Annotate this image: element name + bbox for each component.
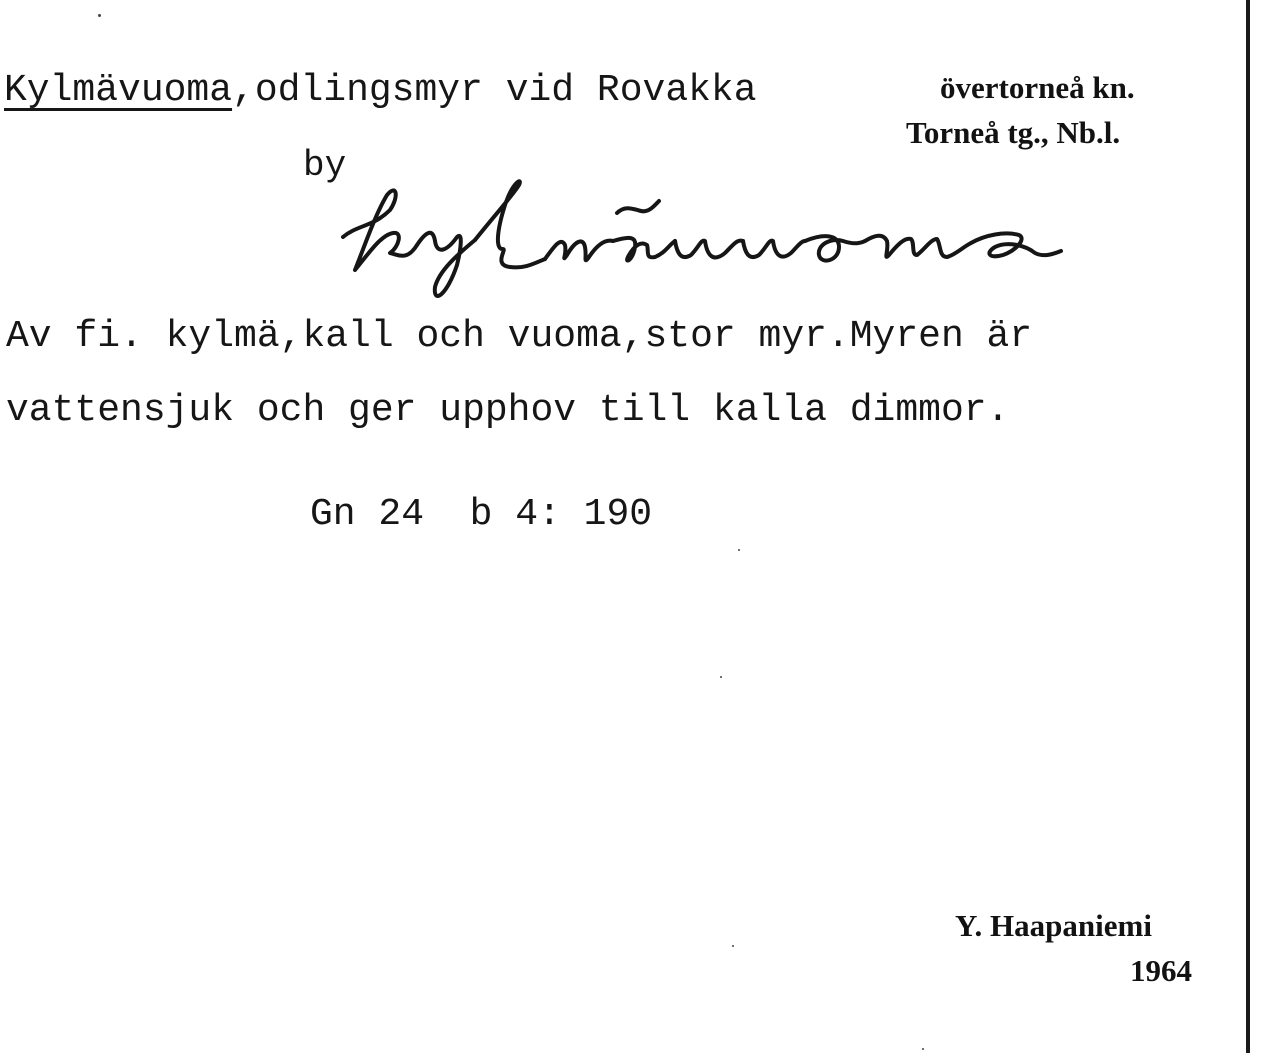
- author-name: Y. Haapaniemi: [955, 908, 1152, 943]
- ink-speck: [732, 945, 734, 947]
- headword-line: [4, 69, 757, 112]
- headword-description: ,odlingsmyr vid Rovakka: [232, 69, 757, 112]
- year: 1964: [1130, 953, 1192, 988]
- by-annotation: by: [303, 145, 347, 186]
- etymology-line-2: vattensjuk och ger upphov till kalla dimmor.: [6, 389, 1010, 432]
- district-label: Torneå tg., Nb.l.: [906, 115, 1121, 150]
- ink-speck: [922, 1048, 924, 1050]
- etymology-line-1: Av fi. kylmä,kall och vuoma,stor myr.Myren är: [6, 315, 1033, 358]
- ink-speck: [720, 676, 722, 678]
- parish-label: övertorneå kn.: [940, 70, 1135, 105]
- handwritten-signature: [335, 175, 1075, 310]
- card-edge: [1246, 0, 1250, 1053]
- ink-speck: [98, 14, 101, 17]
- ink-speck: [738, 549, 740, 551]
- source-reference: Gn 24 b 4: 190: [310, 493, 653, 536]
- headword: Kylmävuoma: [4, 69, 233, 112]
